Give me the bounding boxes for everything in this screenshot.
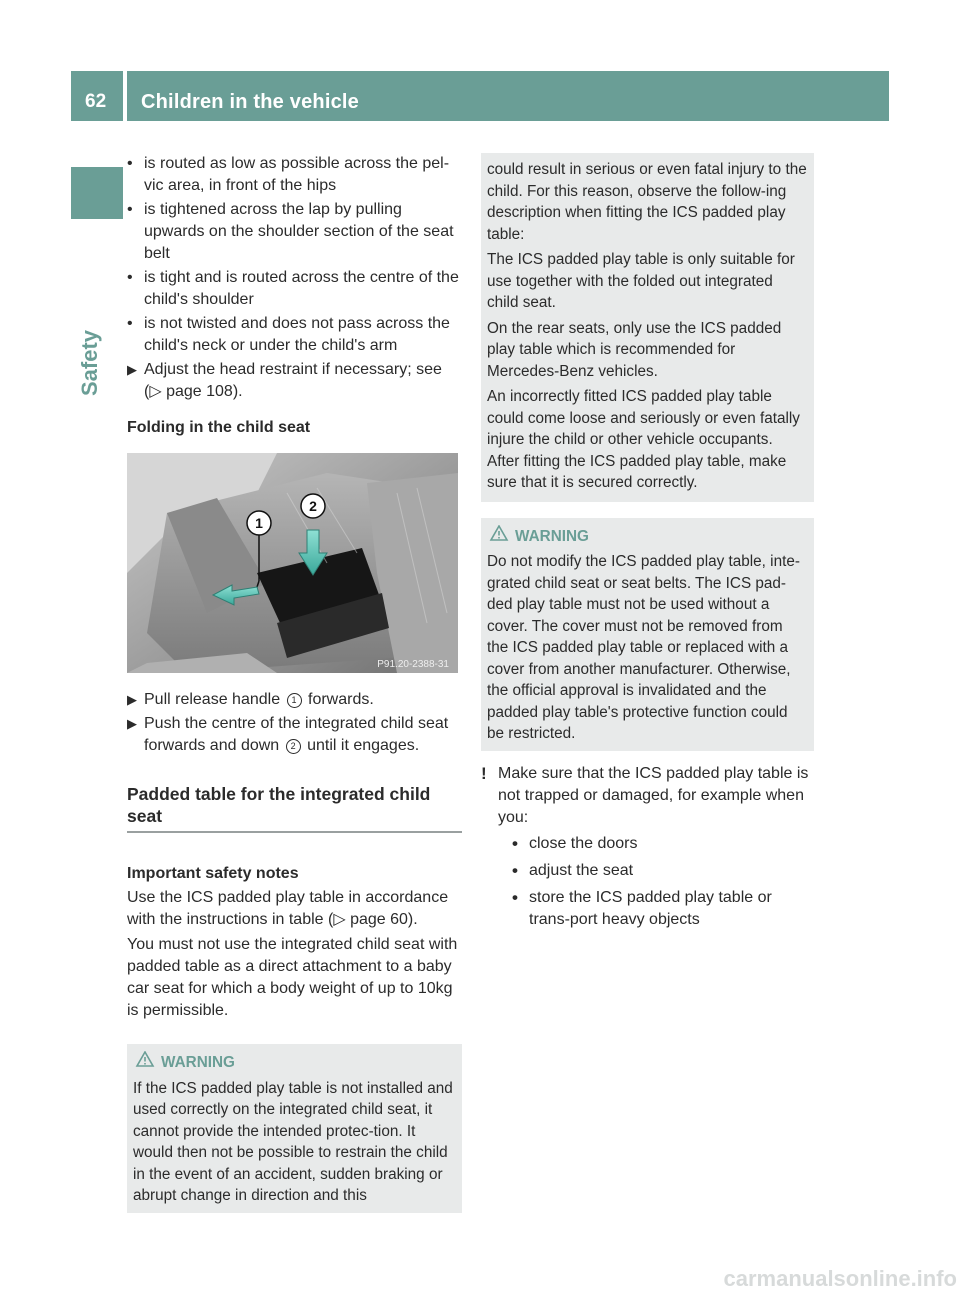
warning-text: Do not modify the ICS padded play table, inte-grated child seat or seat belts. The ICS pad-ded play table must not be used without a cover. The cover must not be removed from the ICS padded play table or replaced with a cover from another manufacturer. Otherwise, the official approval is invalidated and the padded play table's protective function could be restricted.: [487, 553, 800, 742]
step-text: forwards.: [308, 691, 374, 708]
warning-header: [487, 525, 808, 548]
page-title: Children in the vehicle: [141, 91, 359, 113]
warning-text: could result in serious or even fatal injury to the child. For this reason, observe the follow-ing description when fitting the ICS padded play table:: [487, 161, 807, 243]
warning-box-continued: [481, 153, 814, 502]
list-item: • adjust the seat: [512, 860, 634, 880]
list-item: • close the doors: [512, 833, 638, 853]
figure-code: P91.20-2388-31: [377, 659, 449, 670]
paragraph-instructions: [127, 887, 462, 931]
paragraph-text: ).: [407, 911, 418, 928]
bullet-text: is routed as low as possible across the pel-vic area, in front of the hips: [144, 155, 450, 194]
step-arrow-icon: ▶: [127, 362, 137, 377]
step-pull-handle: [127, 689, 462, 711]
page-title-box: [127, 71, 889, 121]
paragraph-text: Use the ICS padded play table in accordance with the instructions in table (: [127, 889, 449, 928]
warning-text: The ICS padded play table is only suitable for use together with the folded out integrated child seat.: [487, 251, 795, 311]
bullet-text: store the ICS padded play table or trans-port heavy objects: [529, 888, 772, 928]
section-tab: [79, 300, 119, 400]
left-column: [127, 153, 462, 1213]
list-item: • is tight and is routed across the centre of the child's shoulder: [127, 269, 459, 308]
page-header: [71, 71, 889, 121]
step-text: until it engages.: [307, 737, 420, 754]
page-ref-link[interactable]: ▷ page 108: [149, 383, 233, 400]
subheading-safety-notes: Important safety notes: [127, 865, 299, 882]
step-push-seat: [127, 713, 462, 757]
note-list: [498, 833, 814, 931]
page-ref-link[interactable]: ▷ page 60: [333, 911, 408, 928]
bullet-text: adjust the seat: [529, 861, 634, 879]
seat-figure-svg: [127, 453, 458, 673]
list-item: • is routed as low as possible across the pel-vic area, in front of the hips: [127, 155, 450, 194]
section-marker: [71, 167, 123, 219]
watermark: carmanualsonline.info: [723, 1266, 957, 1291]
note-block: [481, 763, 814, 931]
callout-ref-2: 2: [286, 739, 301, 754]
step-arrow-icon: ▶: [127, 716, 137, 731]
section-label: Safety: [77, 329, 102, 396]
section-heading-folding: Folding in the child seat: [127, 419, 311, 436]
step-text: Push the centre of the integrated child seat forwards and down: [144, 715, 449, 754]
right-column: [481, 153, 814, 936]
list-item: • is not twisted and does not pass across the child's neck or under the child's arm: [127, 315, 450, 354]
paragraph-baby-seat: You must not use the integrated child seat with padded table as a direct attachment to a baby car seat for which a body weight of up to 10kg is permissible.: [127, 936, 458, 1019]
exclamation-icon: !: [481, 763, 487, 783]
warning-text: An incorrectly fitted ICS padded play table could come loose and seriously or even fatally injure the child or other vehicle occupants. After fitting the ICS padded play table, make sure that it is secured correctly.: [487, 388, 800, 491]
warning-label: WARNING: [515, 527, 589, 545]
step-adjust-head-restraint: [127, 359, 462, 403]
list-item: • is tightened across the lap by pulling upwards on the shoulder section of the seat belt: [127, 201, 454, 262]
warning-text: If the ICS padded play table is not installed and used correctly on the integrated child seat, it cannot provide the intended protec-tion. It would then not be possible to restrain the child in the event of an accident, sudden braking or abrupt change in direction and this: [133, 1079, 453, 1204]
bullet-text: is tightened across the lap by pulling upwards on the shoulder section of the seat belt: [144, 201, 454, 262]
page-number: 62: [85, 91, 107, 112]
warning-label: WARNING: [161, 1054, 235, 1071]
step-arrow-icon: ▶: [127, 692, 137, 707]
seat-illustration: [127, 453, 458, 673]
ref-paren: (: [144, 383, 150, 400]
note-text: Make sure that the ICS padded play table is not trapped or damaged, for example when you:: [498, 764, 809, 826]
callout-1: 1: [255, 515, 263, 531]
callout-2: 2: [309, 498, 317, 514]
bullet-text: is tight and is routed across the centre of the child's shoulder: [144, 269, 459, 308]
warning-box: [127, 1044, 462, 1213]
list-item: • store the ICS padded play table or trans-port heavy objects: [512, 887, 772, 928]
section-heading-padded-table: Padded table for the integrated child seat: [127, 783, 462, 833]
callout-ref-1: 1: [287, 693, 302, 708]
step-text: Pull release handle: [144, 691, 281, 708]
warning-box: [481, 518, 814, 751]
warning-text: On the rear seats, only use the ICS padded play table which is recommended for Mercedes-Benz vehicles.: [487, 319, 782, 380]
warning-triangle-icon: [135, 1051, 155, 1067]
warning-header: [133, 1051, 456, 1074]
warning-triangle-icon: [489, 525, 509, 541]
step-text: Adjust the head restraint if necessary; see: [144, 361, 442, 378]
ref-paren: ).: [232, 383, 243, 400]
bullet-text: is not twisted and does not pass across the child's neck or under the child's arm: [144, 315, 450, 354]
bullet-text: close the doors: [529, 834, 638, 852]
page-number-box: [71, 71, 123, 121]
